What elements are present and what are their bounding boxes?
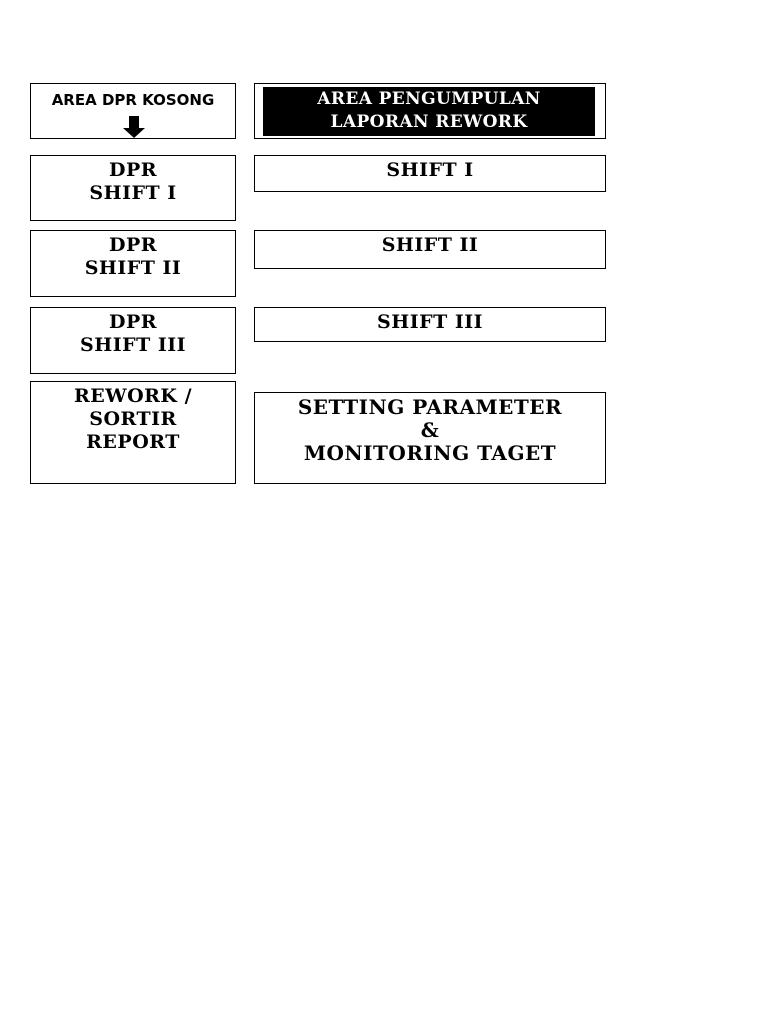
setting-parameter-slot [254, 392, 606, 484]
rework-sortir-report-slot [30, 381, 236, 484]
dpr-shift-2-label: DPR SHIFT II [84, 234, 182, 279]
dpr-shift-1-label: DPR SHIFT I [89, 159, 177, 204]
arrow-down-icon [123, 116, 145, 138]
shift-2-label: SHIFT II [381, 234, 479, 256]
rework-sortir-report-label: REWORK / SORTIR REPORT [73, 385, 193, 453]
dpr-shift-1-slot [30, 155, 236, 221]
dpr-shift-2-slot [30, 230, 236, 297]
dpr-shift-3-label: DPR SHIFT III [80, 311, 186, 356]
rework-collection-area-box [254, 83, 606, 139]
shift-3-slot [254, 307, 606, 342]
shift-1-slot [254, 155, 606, 192]
rework-collection-area-title: AREA PENGUMPULAN LAPORAN REWORK [263, 87, 595, 136]
shift-3-label: SHIFT III [377, 311, 483, 333]
empty-dpr-area-box [30, 83, 236, 139]
shift-1-label: SHIFT I [386, 159, 474, 181]
shift-2-slot [254, 230, 606, 269]
empty-dpr-area-label: AREA DPR KOSONG [51, 91, 215, 109]
setting-parameter-label: SETTING PARAMETER & MONITORING TAGET [297, 395, 563, 465]
dpr-shift-3-slot [30, 307, 236, 374]
